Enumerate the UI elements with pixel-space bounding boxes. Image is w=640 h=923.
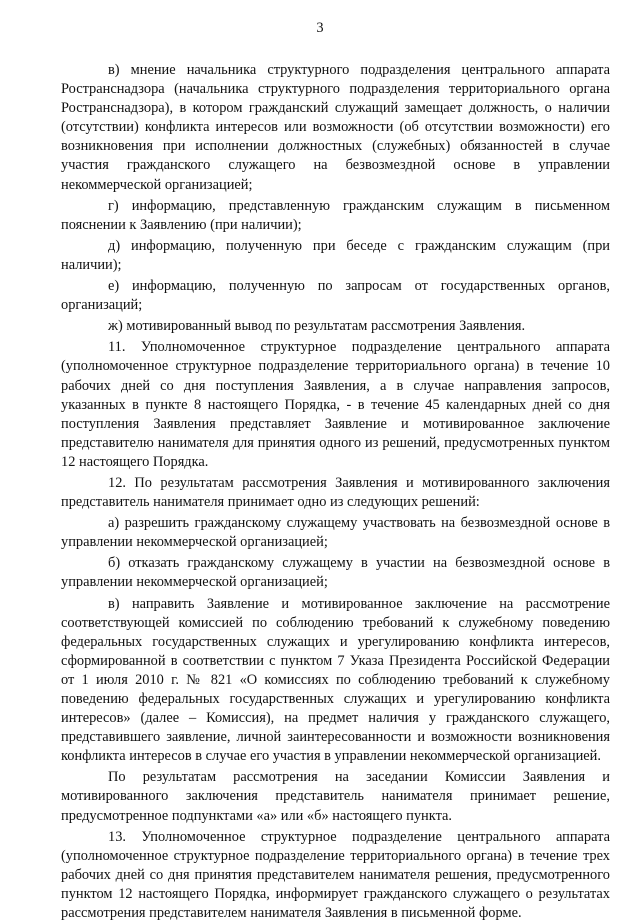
paragraph-section-13: 13. Уполномоченное структурное подразделение центрального аппарата (уполномоченное структурное подразделение территориального органа) в течение трех рабочих дней со дня принятия представителем нанимателя решения, предусмотренного пунктом 12 настоящего Порядка, информирует гражданского служащего о результатах рассмотрения представителем нанимателя Заявления в письменной форме.	[61, 828, 610, 922]
paragraph-request-info: е) информацию, полученную по запросам от государственных органов, организаций;	[61, 278, 610, 314]
paragraph-decision-refuse: б) отказать гражданскому служащему в участии на безвозмездной основе в управлении некоммерческой организацией;	[61, 555, 610, 591]
paragraph-opinion-head: в) мнение начальника структурного подразделения центрального аппарата Ространснадзора (начальника структурного подразделения территориального органа Ространснадзора), в котором гражданский служащий замещает должность, о наличии (отсутствии) конфликта интересов или возможности (об отсутствии возможности) его возникновения при исполнении должностных (служебных) обязанностей в случае участия гражданского служащего на безвозмездной основе в управлении некоммерческой организацией;	[61, 62, 610, 193]
paragraph-commission-result: По результатам рассмотрения на заседании Комиссии Заявления и мотивированного заключения представитель нанимателя принимает решение, предусмотренное подпунктами «а» или «б» настоящего пункта.	[61, 769, 610, 824]
paragraph-interview-info: д) информацию, полученную при беседе с гражданским служащим (при наличии);	[61, 237, 610, 273]
paragraph-section-11: 11. Уполномоченное структурное подразделение центрального аппарата (уполномоченное структурное подразделение территориального органа) в течение 10 рабочих дней со дня поступления Заявления, а в случае направления запросов, указанных в пункте 8 настоящего Порядка, - в течение 45 календарных дней со дня поступления Заявления представляет Заявление и мотивированное заключение представителю нанимателя для принятия одного из решений, предусмотренных пунктом 12 настоящего Порядка.	[61, 339, 610, 470]
paragraph-written-explanation: г) информацию, представленную гражданским служащим в письменном пояснении к Заявлению (при наличии);	[61, 197, 610, 233]
paragraph-reasoned-conclusion: ж) мотивированный вывод по результатам рассмотрения Заявления.	[108, 318, 526, 335]
paragraph-decision-commission: в) направить Заявление и мотивированное заключение на рассмотрение соответствующей комиссией по соблюдению требований к служебному поведению федеральных государственных служащих и урегулированию конфликта интересов, сформированной в соответствии с пунктом 7 Указа Президента Российской Федерации от 1 июля 2010 г. № 821 «О комиссиях по соблюдению требований к служебному поведению федеральных государственных служащих и урегулированию конфликта интересов» (далее – Комиссия), на предмет наличия у гражданского служащего, представившего заявление, личной заинтересованности и возможности возникновения конфликта интересов в случае его участия в управлении некоммерческой организацией.	[61, 595, 610, 765]
page-number: 3	[316, 20, 324, 36]
document-body	[61, 61, 610, 923]
paragraph-section-12: 12. По результатам рассмотрения Заявления и мотивированного заключения представитель нанимателя принимает одно из следующих решений:	[61, 474, 610, 511]
paragraph-decision-allow: а) разрешить гражданскому служащему участвовать на безвозмездной основе в управлении некоммерческой организацией;	[61, 515, 610, 551]
